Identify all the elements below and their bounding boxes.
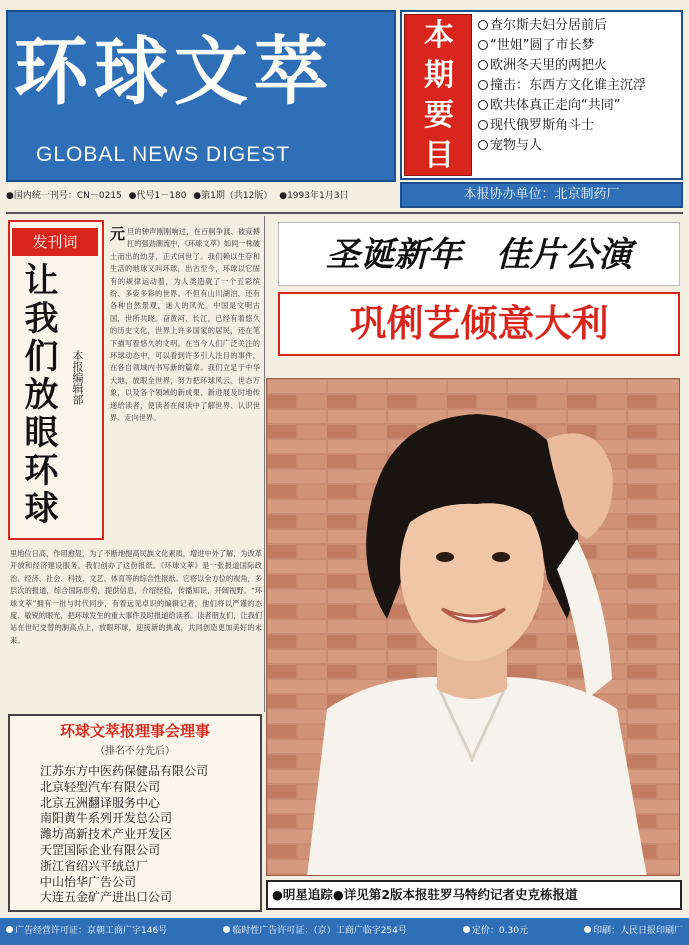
circle-bullet-icon [478,60,488,70]
bullet-icon [463,926,470,933]
sponsor-banner: 本报协办单位：北京制药厂 [400,182,683,208]
meta-item: ●国内统一刊号：CN－0215 [6,191,122,201]
masthead-title: 环球文萃 [14,29,334,115]
council-member: 北京五洲翻译服务中心 [40,795,161,810]
masthead-subtitle: GLOBAL NEWS DIGEST [36,143,291,166]
footer-item: 定价：0.30元 [463,918,528,945]
white-shirt [307,677,647,876]
footer-item: 广告经营许可证：京朝工商广字146号 [6,918,167,945]
council-member: 浙江省绍兴平绒总厂 [40,858,149,873]
portrait-illustration [267,379,680,876]
highlights-list [478,16,682,178]
footer-bar [0,918,689,945]
council-member-list [40,764,258,910]
council-member: 南阳黄牛系列开发总公司 [40,811,173,826]
editorial-tag: 发刊词 [12,228,98,256]
highlight-item[interactable]: 欧洲冬天里的两把火 [478,56,682,76]
column-rule [264,216,265,712]
circle-bullet-icon [478,40,488,50]
highlight-item[interactable]: 现代俄罗斯角斗士 [478,116,682,136]
meta-item: ●1993年1月3日 [279,191,349,201]
highlights-label-char: 期 [424,58,454,93]
footer-item: 印刷：人民日报印刷厂 [584,918,683,945]
council-member: 北京轻型汽车有限公司 [40,779,161,794]
editorial-body-column [110,226,260,546]
council-member: 潍坊高新技术产业开发区 [40,827,173,842]
highlight-item[interactable]: 欧共体真正走向“共同” [478,96,682,116]
editorial-body-text: 旦的钟声刚刚响过，在百舸争渡、彼竞搏扛的强劲潮流中，《环球文萃》如同一株破土而出的幼芽，正式问世了。我们赖以生存和生活的地球又叫环球，出古至今，环球以它固有的规律运动着，为人类造就了一个五彩缤纷、多姿多彩的世界。不但有山川湖泊，还有各种自然景观，迷人的风光。中国是文明古国，世所共晓。奋黄河、长江，已经有着悠久的历史文化，世界上许多国家的居民，还在笔下描写着悠久的文明。在当今人们广泛关注的环球动态中，可以看到许多引人注目的事件，在各自领域内书写新的篇章。我们立足于中华大地，放眼全世界，努力把环球风云、世态万象，以及各个领域的新成果、新进展及时地传递给读者，使读者在阅读中了解世界、认识世界、走向世界。 [110,227,260,423]
council-title: 环球文萃报理事会理事 [59,722,210,740]
circle-bullet-icon [478,120,488,130]
circle-bullet-icon [478,100,488,110]
highlights-label [404,14,472,176]
council-member: 天罡国际企业有限公司 [40,842,161,857]
bullet-icon [6,926,13,933]
circle-bullet-icon [478,80,488,90]
bullet-icon [584,926,591,933]
highlight-item[interactable]: 撞击：东西方文化谁主沉浮 [478,76,682,96]
circle-bullet-icon [478,20,488,30]
council-member: 大连五金矿产进出口公司 [40,890,173,905]
feature-kicker: 圣诞新年 佳片公演 [278,222,680,286]
highlight-item[interactable]: 宠物与人 [478,136,682,156]
drop-cap: 元 [110,226,126,243]
footer-item: 临时性广告许可证：（京）工商广临字254号 [223,918,407,945]
feature-photo [266,378,680,876]
council-note: （排名不分先后） [95,746,175,757]
council-member: 江苏东方中医药保健品有限公司 [40,764,209,778]
circle-bullet-icon [478,140,488,150]
highlight-item[interactable]: “世姐”圆了市长梦 [478,36,682,56]
editorial-body-continued: 里地位日高，作用愈显，为了不断地提高民族文化素质，增进中外了解，为改革开放和经济建设服务，我们创办了这份报纸。《环球文萃》是一张报道国际政治、经济、社会、科技、文艺、体育等的综合性报纸。它将以全方位的视角，多层次的报道，综合国际形势，提供信息，介绍经验，传播知识，开阔视野。“环球文萃”拥有一批与时代同步，有着远见卓识的编辑记者，他们将以严谨的态度、敏锐的眼光，把环球发生的重大事件及时报道给读者。读者朋友们，让我们站在世纪交替的制高点上，放眼环球，迎接新的挑战，共同创造更加美好的未来。 [10,549,262,645]
highlights-label-char: 要 [424,98,454,133]
editorial-byline: 本报编辑部 [71,350,84,405]
highlights-label-char: 本 [424,18,454,53]
council-member: 中山怡华广告公司 [40,874,137,889]
bullet-icon [223,926,230,933]
editorial-headline[interactable]: 让我们放眼环球 [18,262,58,528]
highlights-label-char: 目 [424,138,454,173]
photo-caption[interactable]: ●明星追踪●详见第2版本报驻罗马特约记者史克栋报道 [266,880,682,910]
meta-item: ●代号1－180 [128,191,187,201]
feature-headline[interactable]: 巩俐艺倾意大利 [278,292,680,356]
meta-item: ●第1期（共12版） [193,191,273,201]
highlight-item[interactable]: 查尔斯夫妇分居前后 [478,16,682,36]
masthead-meta [6,186,396,206]
horizontal-rule [6,212,683,214]
